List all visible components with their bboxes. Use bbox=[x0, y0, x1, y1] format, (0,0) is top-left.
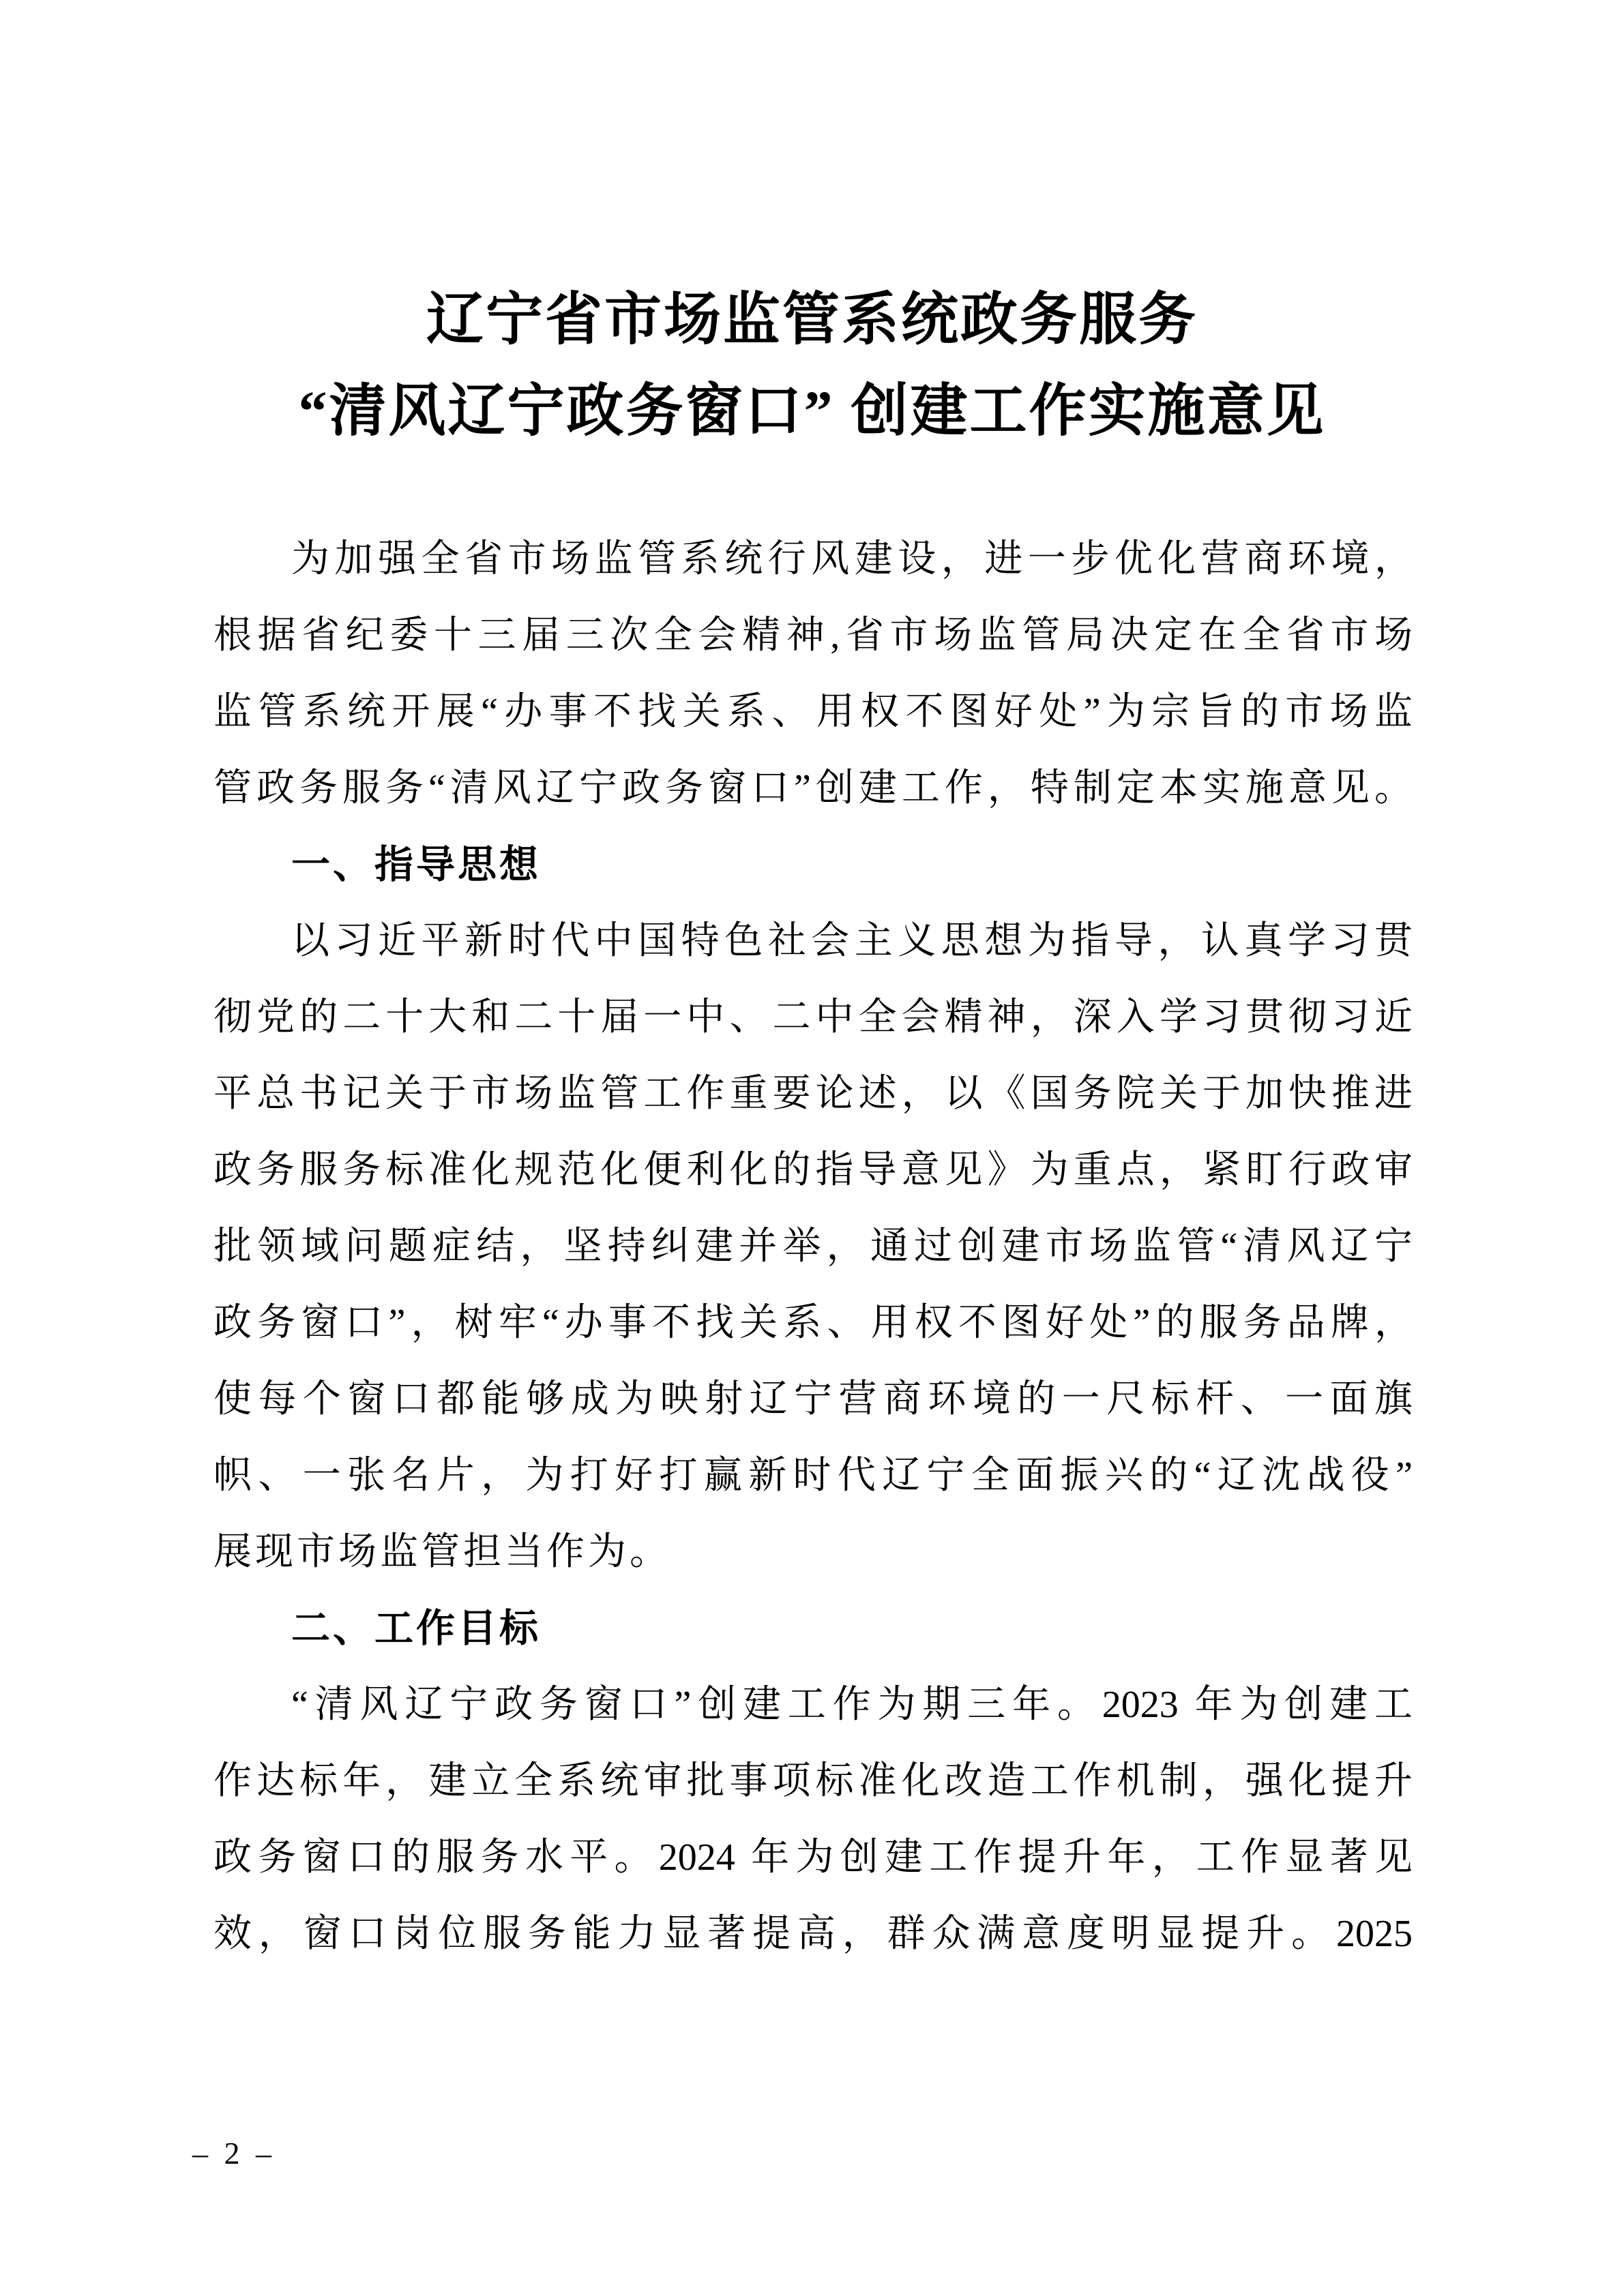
page-number: – 2 – bbox=[192, 2136, 276, 2171]
body-text-line: 展现市场监管担当作为。 bbox=[213, 1531, 671, 1573]
body-text-line: 根据省纪委十三届三次全会精神,省市场监管局决定在全省市场 bbox=[213, 614, 1413, 657]
document-title bbox=[0, 275, 1624, 458]
body-text-line: 使每个窗口都能够成为映射辽宁营商环境的一尺标杆、一面旗 bbox=[213, 1378, 1413, 1420]
body-text-line: 效，窗口岗位服务能力显著提高，群众满意度明显提升。2025 bbox=[213, 1913, 1413, 1955]
document-title-line-1: 辽宁省市场监管系统政务服务 bbox=[426, 288, 1198, 352]
body-text-line: “清风辽宁政务窗口”创建工作为期三年。2023 年为创建工 bbox=[291, 1684, 1413, 1726]
body-text-line: 彻党的二十大和二十届一中、二中全会精神，深入学习贯彻习近 bbox=[213, 996, 1413, 1039]
document-body bbox=[213, 521, 1413, 1972]
body-text-line: 平总书记关于市场监管工作重要论述，以《国务院关于加快推进 bbox=[213, 1073, 1413, 1115]
body-text-line: 政务服务标准化规范化便利化的指导意见》为重点，紧盯行政审 bbox=[213, 1149, 1413, 1191]
body-text-line: 监管系统开展“办事不找关系、用权不图好处”为宗旨的市场监 bbox=[213, 691, 1413, 733]
section-heading-guiding-ideology: 一、指导思想 bbox=[291, 843, 541, 886]
body-text-line: 管政务服务“清风辽宁政务窗口”创建工作，特制定本实施意见。 bbox=[213, 767, 1413, 809]
body-text-line: 为加强全省市场监管系统行风建设，进一步优化营商环境， bbox=[291, 538, 1413, 580]
body-text-line: 以习近平新时代中国特色社会主义思想为指导，认真学习贯 bbox=[291, 920, 1413, 962]
document-title-line-2: “清风辽宁政务窗口” 创建工作实施意见 bbox=[298, 380, 1326, 443]
body-text-line: 作达标年，建立全系统审批事项标准化改造工作机制，强化提升 bbox=[213, 1760, 1413, 1802]
section-heading-work-goals: 二、工作目标 bbox=[291, 1607, 541, 1650]
body-text-line: 批领域问题症结，坚持纠建并举，通过创建市场监管“清风辽宁 bbox=[213, 1225, 1413, 1268]
body-text-line: 政务窗口”，树牢“办事不找关系、用权不图好处”的服务品牌， bbox=[213, 1302, 1413, 1344]
body-text-line: 帜、一张名片，为打好打赢新时代辽宁全面振兴的“辽沈战役” bbox=[213, 1455, 1413, 1497]
body-text-line: 政务窗口的服务水平。2024 年为创建工作提升年，工作显著见 bbox=[213, 1836, 1413, 1879]
